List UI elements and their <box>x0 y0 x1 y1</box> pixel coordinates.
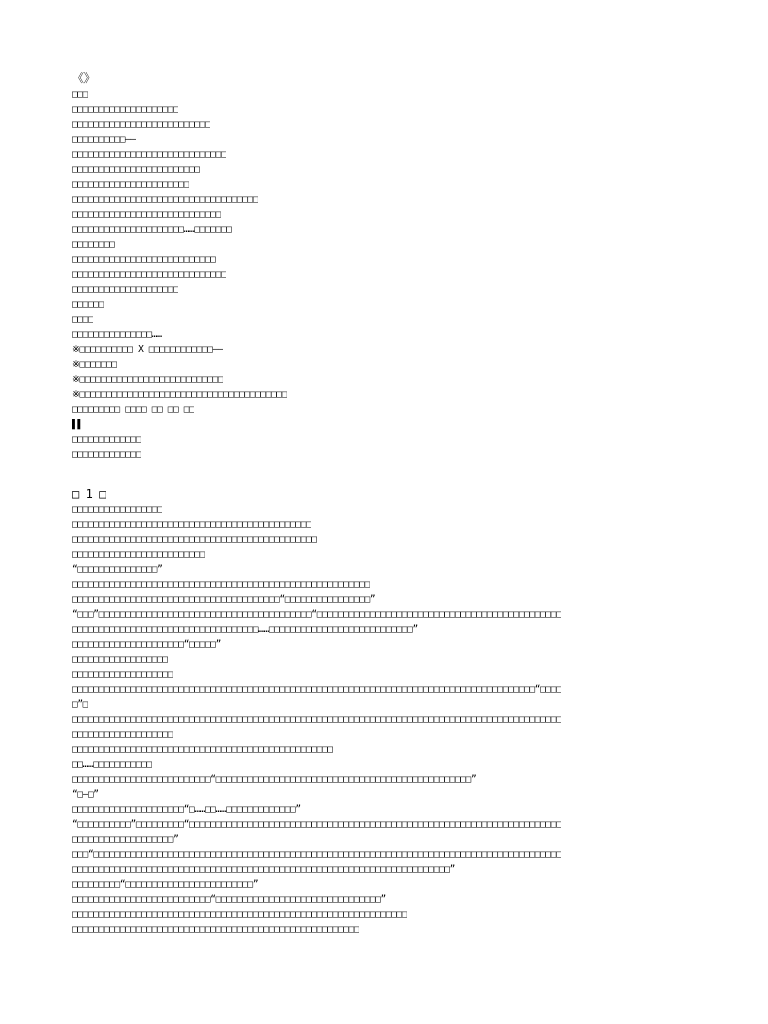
text-line: □□□□□□□□□□□□□□□□□□□□□□□□□□“□□□□□□□□□□□□□□□□□□□□□□□□□□□□□□□” <box>72 894 386 905</box>
text-line: □□□□□□□□□□□□□□□□□□□□□□□□□□□□□□□□□□□□□□□□□□□□□□□□□□□□□□□□□□□□□□□□□□□□□□□□□□□□□□□□□□□□□□□□□□□□ <box>72 714 562 725</box>
text-line: □□□□□□□□□□□□□□□□□□□□□□□□□□□□□□□□□□□□□□□□□□□□□ <box>72 519 312 530</box>
text-line: □□□□□□□□□□—— <box>72 134 136 145</box>
text-line: □□□□□□□□ <box>72 239 115 250</box>
text-line: □□□□□□□□□□□□□□□□□□□□□□□□□□□□□□□□□□□□□□□□□□□□□□ <box>72 534 317 545</box>
text-line: □□□□□□□□□□□□□□□□□□□□□□□□□□□□□□□□□□□□□□□□□□□□□□□□□□□□□□ <box>72 924 360 935</box>
text-line: □□□□□□□□□□□□□□□…… <box>72 329 163 340</box>
text-line: □”□ <box>72 699 88 710</box>
note-line: ※□□□□□□□ <box>72 359 117 370</box>
text-line: □□□“□□□□□□□□□□□□□□□□□□□□□□□□□□□□□□□□□□□□□□□□□□□□□□□□□□□□□□□□□□□□□□□□□□□□□□□□□□□□□□□□□□□□□□□□ <box>72 849 562 860</box>
text-line: □□□ <box>72 89 88 100</box>
text-line: □□□□□□□□□□□□□□□□□□□” <box>72 834 179 845</box>
text-line: □□□□ <box>72 314 94 325</box>
text-line: □□□□□□□□□□□□□□□□□□□□ <box>72 284 179 295</box>
chapter-heading: □ 1 □ <box>72 488 107 500</box>
text-line: □□□□□□□□□□□□□□□□□□□□□□□□□□□□□□□□□□□□□□□□□□□□□□□□□□□□□□□□□□□□□□□□□□□□□□□□□□□□□□□□□□□□□□□“□□□□ <box>72 684 562 695</box>
text-line: □□□□□□□□□□□□□□□□□□□□ <box>72 104 179 115</box>
text-line: □□□□□□□□□□□□□□□□□□□□□□□□□□□□□ <box>72 269 227 280</box>
note-line: ※□□□□□□□□□□□□□□□□□□□□□□□□□□□□□□□□□□□□□□□ <box>72 389 288 400</box>
text-line: □□□□□□□□□□□□□□□□□□□□□□□□□□□□□□□□□□□□□□□□□□□□□□□□□□□□□□□□□□□□□□□□□□□□□□□” <box>72 864 456 875</box>
text-line: □□□□□□□□□□□□□□□□□□□□□□□□□□ <box>72 119 211 130</box>
text-line: □□□□□□□□□□□□□□□□□□□□□□□□□□□ <box>72 254 216 265</box>
text-line: □□□□□□□□□□□□□□□□□□□ <box>72 729 174 740</box>
text-line: □□□□□□□□□□□□□□□□□□□□□□□□□□□□□□□□□□□……□□□□□□□□□□□□□□□□□□□□□□□□□□□” <box>72 624 418 635</box>
note-line: ※□□□□□□□□□□□□□□□□□□□□□□□□□□□ <box>72 374 224 385</box>
text-line: □□□□□□□□□□□□□□□□□□□ <box>72 669 174 680</box>
text-line: □□□□□□□□□□□□□□□□□□□□□□□□□□□□ <box>72 209 221 220</box>
text-line: □□□□□□□□□□□□□□□□□□□□□□□□□□□□□ <box>72 149 227 160</box>
title-marks: 《》 <box>72 72 96 84</box>
text-line: □□□□□□□□□□□□□ <box>72 449 142 460</box>
text-line: “□□□”□□□□□□□□□□□□□□□□□□□□□□□□□□□□□□□□□□□□□□□□“□□□□□□□□□□□□□□□□□□□□□□□□□□□□□□□□□□□□□□□□□□□□□□ <box>72 609 562 620</box>
text-line: □□□□□□□□□□□□□□□□□□□□□□□□□□□□□□□□□□□□□□□□□□□□□□□□□□□□□□□□□□□□□□□ <box>72 909 408 920</box>
text-line: “□—□” <box>72 789 99 800</box>
text-line: □□□□□□□□□□□□□□□□□□□□□“□□□□□” <box>72 639 221 650</box>
text-line: □□□□□□□□□□□□□□□□□ <box>72 504 163 515</box>
text-line: □□□□□□□□□ □□□□ □□ □□ □□ <box>72 404 195 415</box>
text-line: □□……□□□□□□□□□□□ <box>72 759 152 770</box>
text-line: □□□□□□□□□□□□□□□□□□□□□□□□□□□□□□□□□□□ <box>72 194 259 205</box>
text-line: □□□□□□□□□□□□□□□□□□□□□□□□□□□□□□□□□□□□□□□□□□□□□□□□□ <box>72 744 333 755</box>
section-marker: ▌▌ <box>72 419 83 430</box>
text-line: □□□□□□□□□□□□□□□□□□□□□□□□□□“□□□□□□□□□□□□□□□□□□□□□□□□□□□□□□□□□□□□□□□□□□□□□□□□” <box>72 774 477 785</box>
text-line: □□□□□□□□□□□□□□□□□□□□□□□□□ <box>72 549 205 560</box>
text-line: □□□□□□□□□□□□□□□□□□□□□□□□ <box>72 164 200 175</box>
text-line: □□□□□□□□□□□□□□□□□□ <box>72 654 168 665</box>
text-line: “□□□□□□□□□□”□□□□□□□□□“□□□□□□□□□□□□□□□□□□□□□□□□□□□□□□□□□□□□□□□□□□□□□□□□□□□□□□□□□□□□□□□□□□□□□□ <box>72 819 562 830</box>
text-line: □□□□□□□□□□□□□□□□□□□□□□ <box>72 179 190 190</box>
text-line: □□□□□□□□□□□□□□□□□□□□□“□……□□……□□□□□□□□□□□□□” <box>72 804 301 815</box>
note-line: ※□□□□□□□□□□ X □□□□□□□□□□□□—— <box>72 344 224 355</box>
text-line: □□□□□□ <box>72 299 104 310</box>
text-line: □□□□□□□□□□□□□□□□□□□□□□□□□□□□□□□□□□□□□□□□□□□□□□□□□□□□□□□□ <box>72 579 370 590</box>
text-line: □□□□□□□□□□□□□□□□□□□□□……□□□□□□□ <box>72 224 232 235</box>
text-line: □□□□□□□□□□□□□ <box>72 434 142 445</box>
text-line: □□□□□□□□□“□□□□□□□□□□□□□□□□□□□□□□□□” <box>72 879 259 890</box>
text-line: “□□□□□□□□□□□□□□□” <box>72 564 163 575</box>
text-line: □□□□□□□□□□□□□□□□□□□□□□□□□□□□□□□□□□□□□□□“□□□□□□□□□□□□□□□□” <box>72 594 376 605</box>
